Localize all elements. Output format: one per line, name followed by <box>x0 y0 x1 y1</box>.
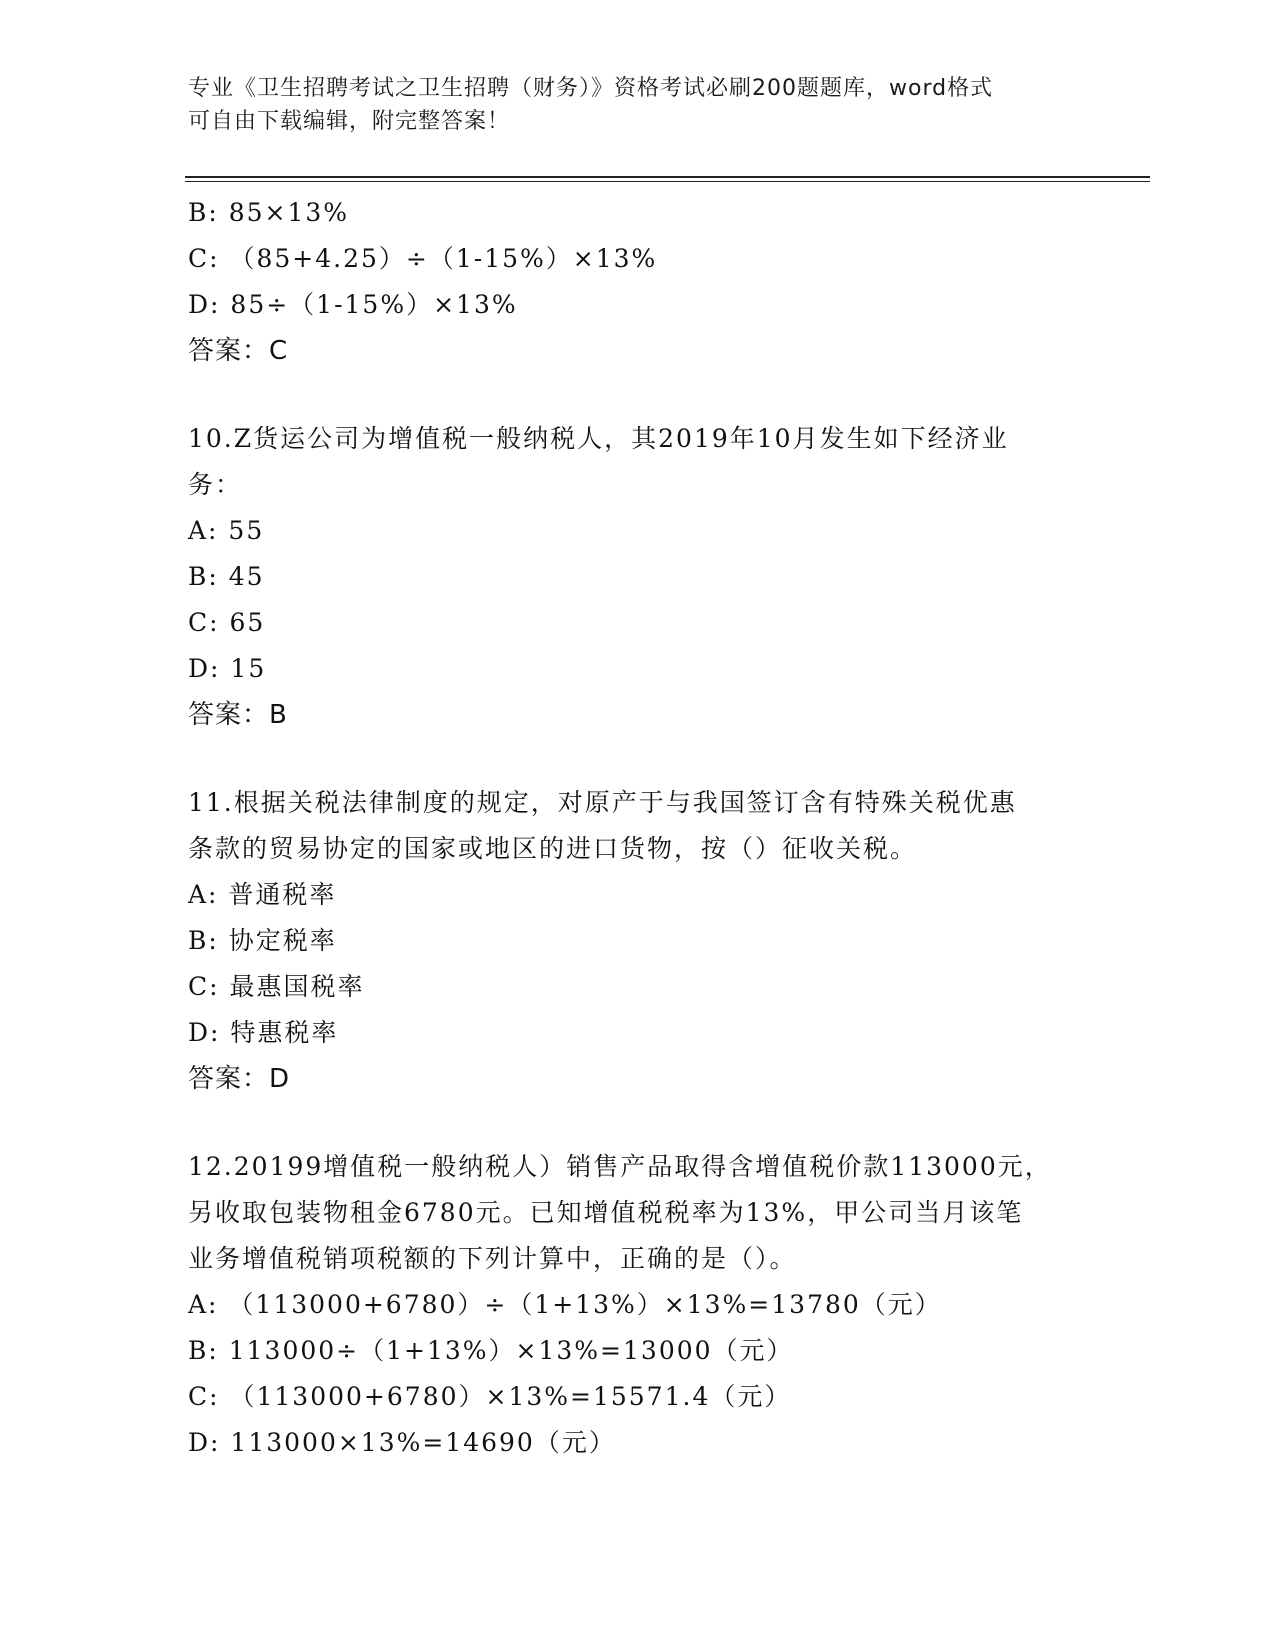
option-a: A: 55 <box>188 516 265 545</box>
question-text: 务： <box>188 470 243 499</box>
answer-label: 答案：D <box>188 1064 291 1094</box>
answer-label: 答案：B <box>188 700 288 730</box>
option-a: A: （113000+6780）÷（1+13%）×13%=13780（元） <box>188 1290 942 1319</box>
question-list <box>188 190 1068 1466</box>
question-9 <box>188 190 1068 374</box>
spacer <box>188 374 1068 416</box>
option-a: A: 普通税率 <box>188 880 337 909</box>
header-line-1: 专业《卫生招聘考试之卫生招聘（财务）》资格考试必刷200题题库，word格式 <box>188 76 994 101</box>
question-text: 10.Z货运公司为增值税一般纳税人，其2019年10月发生如下经济业 <box>188 424 1009 453</box>
header-divider-thin <box>185 181 1150 182</box>
question-text: 条款的贸易协定的国家或地区的进口货物，按（）征收关税。 <box>188 834 918 863</box>
question-text: 11.根据关税法律制度的规定，对原产于与我国签订含有特殊关税优惠 <box>188 788 1017 817</box>
question-text: 业务增值税销项税额的下列计算中，正确的是（）。 <box>188 1244 797 1273</box>
option-b: B: 113000÷（1+13%）×13%=13000（元） <box>188 1336 794 1365</box>
answer-label: 答案：C <box>188 336 289 366</box>
option-d: D: 85÷（1-15%）×13% <box>188 290 518 319</box>
option-d: D: 特惠税率 <box>188 1018 339 1047</box>
question-10 <box>188 416 1068 738</box>
page-header <box>188 72 1068 138</box>
option-d: D: 15 <box>188 654 267 683</box>
spacer <box>188 1102 1068 1144</box>
option-c: C: （85+4.25）÷（1-15%）×13% <box>188 244 658 273</box>
option-b: B: 协定税率 <box>188 926 337 955</box>
option-c: C: （113000+6780）×13%=15571.4（元） <box>188 1382 792 1411</box>
option-d: D: 113000×13%=14690（元） <box>188 1428 616 1457</box>
header-line-2: 可自由下载编辑，附完整答案！ <box>188 109 511 134</box>
spacer <box>188 738 1068 780</box>
question-text: 12.20199增值税一般纳税人）销售产品取得含增值税价款113000元， <box>188 1152 1052 1181</box>
option-c: C: 65 <box>188 608 266 637</box>
option-b: B: 45 <box>188 562 265 591</box>
question-11 <box>188 780 1068 1102</box>
question-text: 另收取包装物租金6780元。已知增值税税率为13%，甲公司当月该笔 <box>188 1198 1024 1227</box>
option-c: C: 最惠国税率 <box>188 972 365 1001</box>
option-b: B: 85×13% <box>188 198 350 227</box>
header-divider-thick <box>185 176 1150 178</box>
question-12 <box>188 1144 1068 1466</box>
